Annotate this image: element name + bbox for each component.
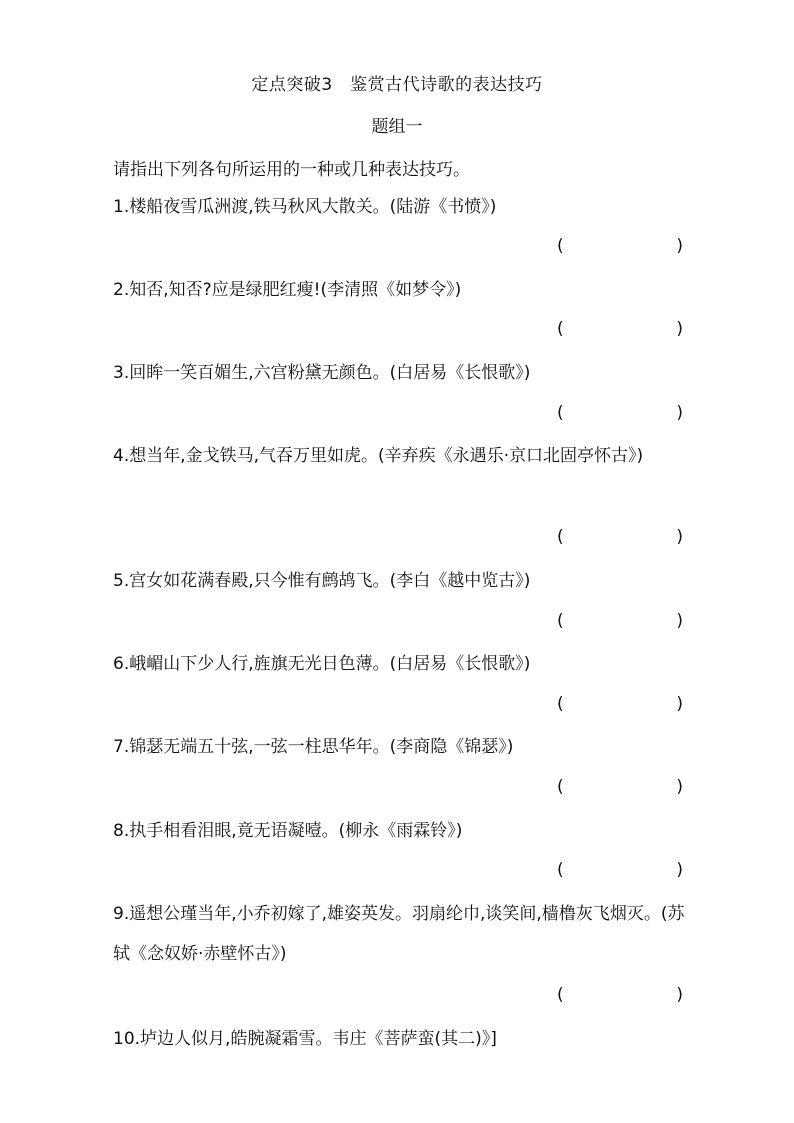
bracket-open: ( [557,777,564,797]
question-10: 10.垆边人似月,皓腕凝霜雪。韦庄《菩萨蛮(其二)》] [113,1029,497,1049]
answer-blank-2[interactable] [557,319,683,343]
bracket-open: ( [557,403,564,423]
answer-blank-8[interactable] [557,860,683,884]
question-5: 5.宫女如花满春殿,只今惟有鹧鸪飞。(李白《越中览古》) [113,571,531,591]
question-4: 4.想当年,金戈铁马,气吞万里如虎。(辛弃疾《永遇乐·京口北固亭怀古》) [113,446,644,466]
question-9: 9.遥想公瑾当年,小乔初嫁了,雄姿英发。羽扇纶巾,谈笑间,樯橹灰飞烟灭。(苏轼《念奴娇·赤壁怀古》) [113,904,685,964]
answer-blank-3[interactable] [557,403,683,427]
question-6: 6.峨嵋山下少人行,旌旗无光日色薄。(白居易《长恨歌》) [113,654,531,674]
page-title: 定点突破3 鉴赏古代诗歌的表达技巧 [251,75,543,95]
section-subtitle: 题组一 [371,117,423,137]
question-2: 2.知否,知否?应是绿肥红瘦!(李清照《如梦令》) [113,280,462,300]
bracket-close: ) [676,236,683,256]
answer-blank-9[interactable] [557,985,683,1009]
answer-blank-6[interactable] [557,694,683,718]
answer-blank-7[interactable] [557,777,683,801]
bracket-close: ) [676,527,683,547]
answer-blank-1[interactable] [557,236,683,260]
question-8: 8.执手相看泪眼,竟无语凝噎。(柳永《雨霖铃》) [113,821,463,841]
question-3: 3.回眸一笑百媚生,六宫粉黛无颜色。(白居易《长恨歌》) [113,363,531,383]
bracket-close: ) [676,319,683,339]
answer-blank-5[interactable] [557,611,683,635]
bracket-open: ( [557,319,564,339]
bracket-close: ) [676,403,683,423]
bracket-close: ) [676,860,683,880]
bracket-close: ) [676,777,683,797]
bracket-close: ) [676,694,683,714]
bracket-open: ( [557,985,564,1005]
answer-blank-4[interactable] [557,527,683,551]
bracket-open: ( [557,694,564,714]
bracket-open: ( [557,860,564,880]
bracket-open: ( [557,527,564,547]
question-1: 1.楼船夜雪瓜洲渡,铁马秋风大散关。(陆游《书愤》) [113,197,497,217]
bracket-close: ) [676,985,683,1005]
bracket-open: ( [557,611,564,631]
question-7: 7.锦瑟无端五十弦,一弦一柱思华年。(李商隐《锦瑟》) [113,737,514,757]
bracket-close: ) [676,611,683,631]
instruction-text: 请指出下列各句所运用的一种或几种表达技巧。 [113,160,470,180]
bracket-open: ( [557,236,564,256]
